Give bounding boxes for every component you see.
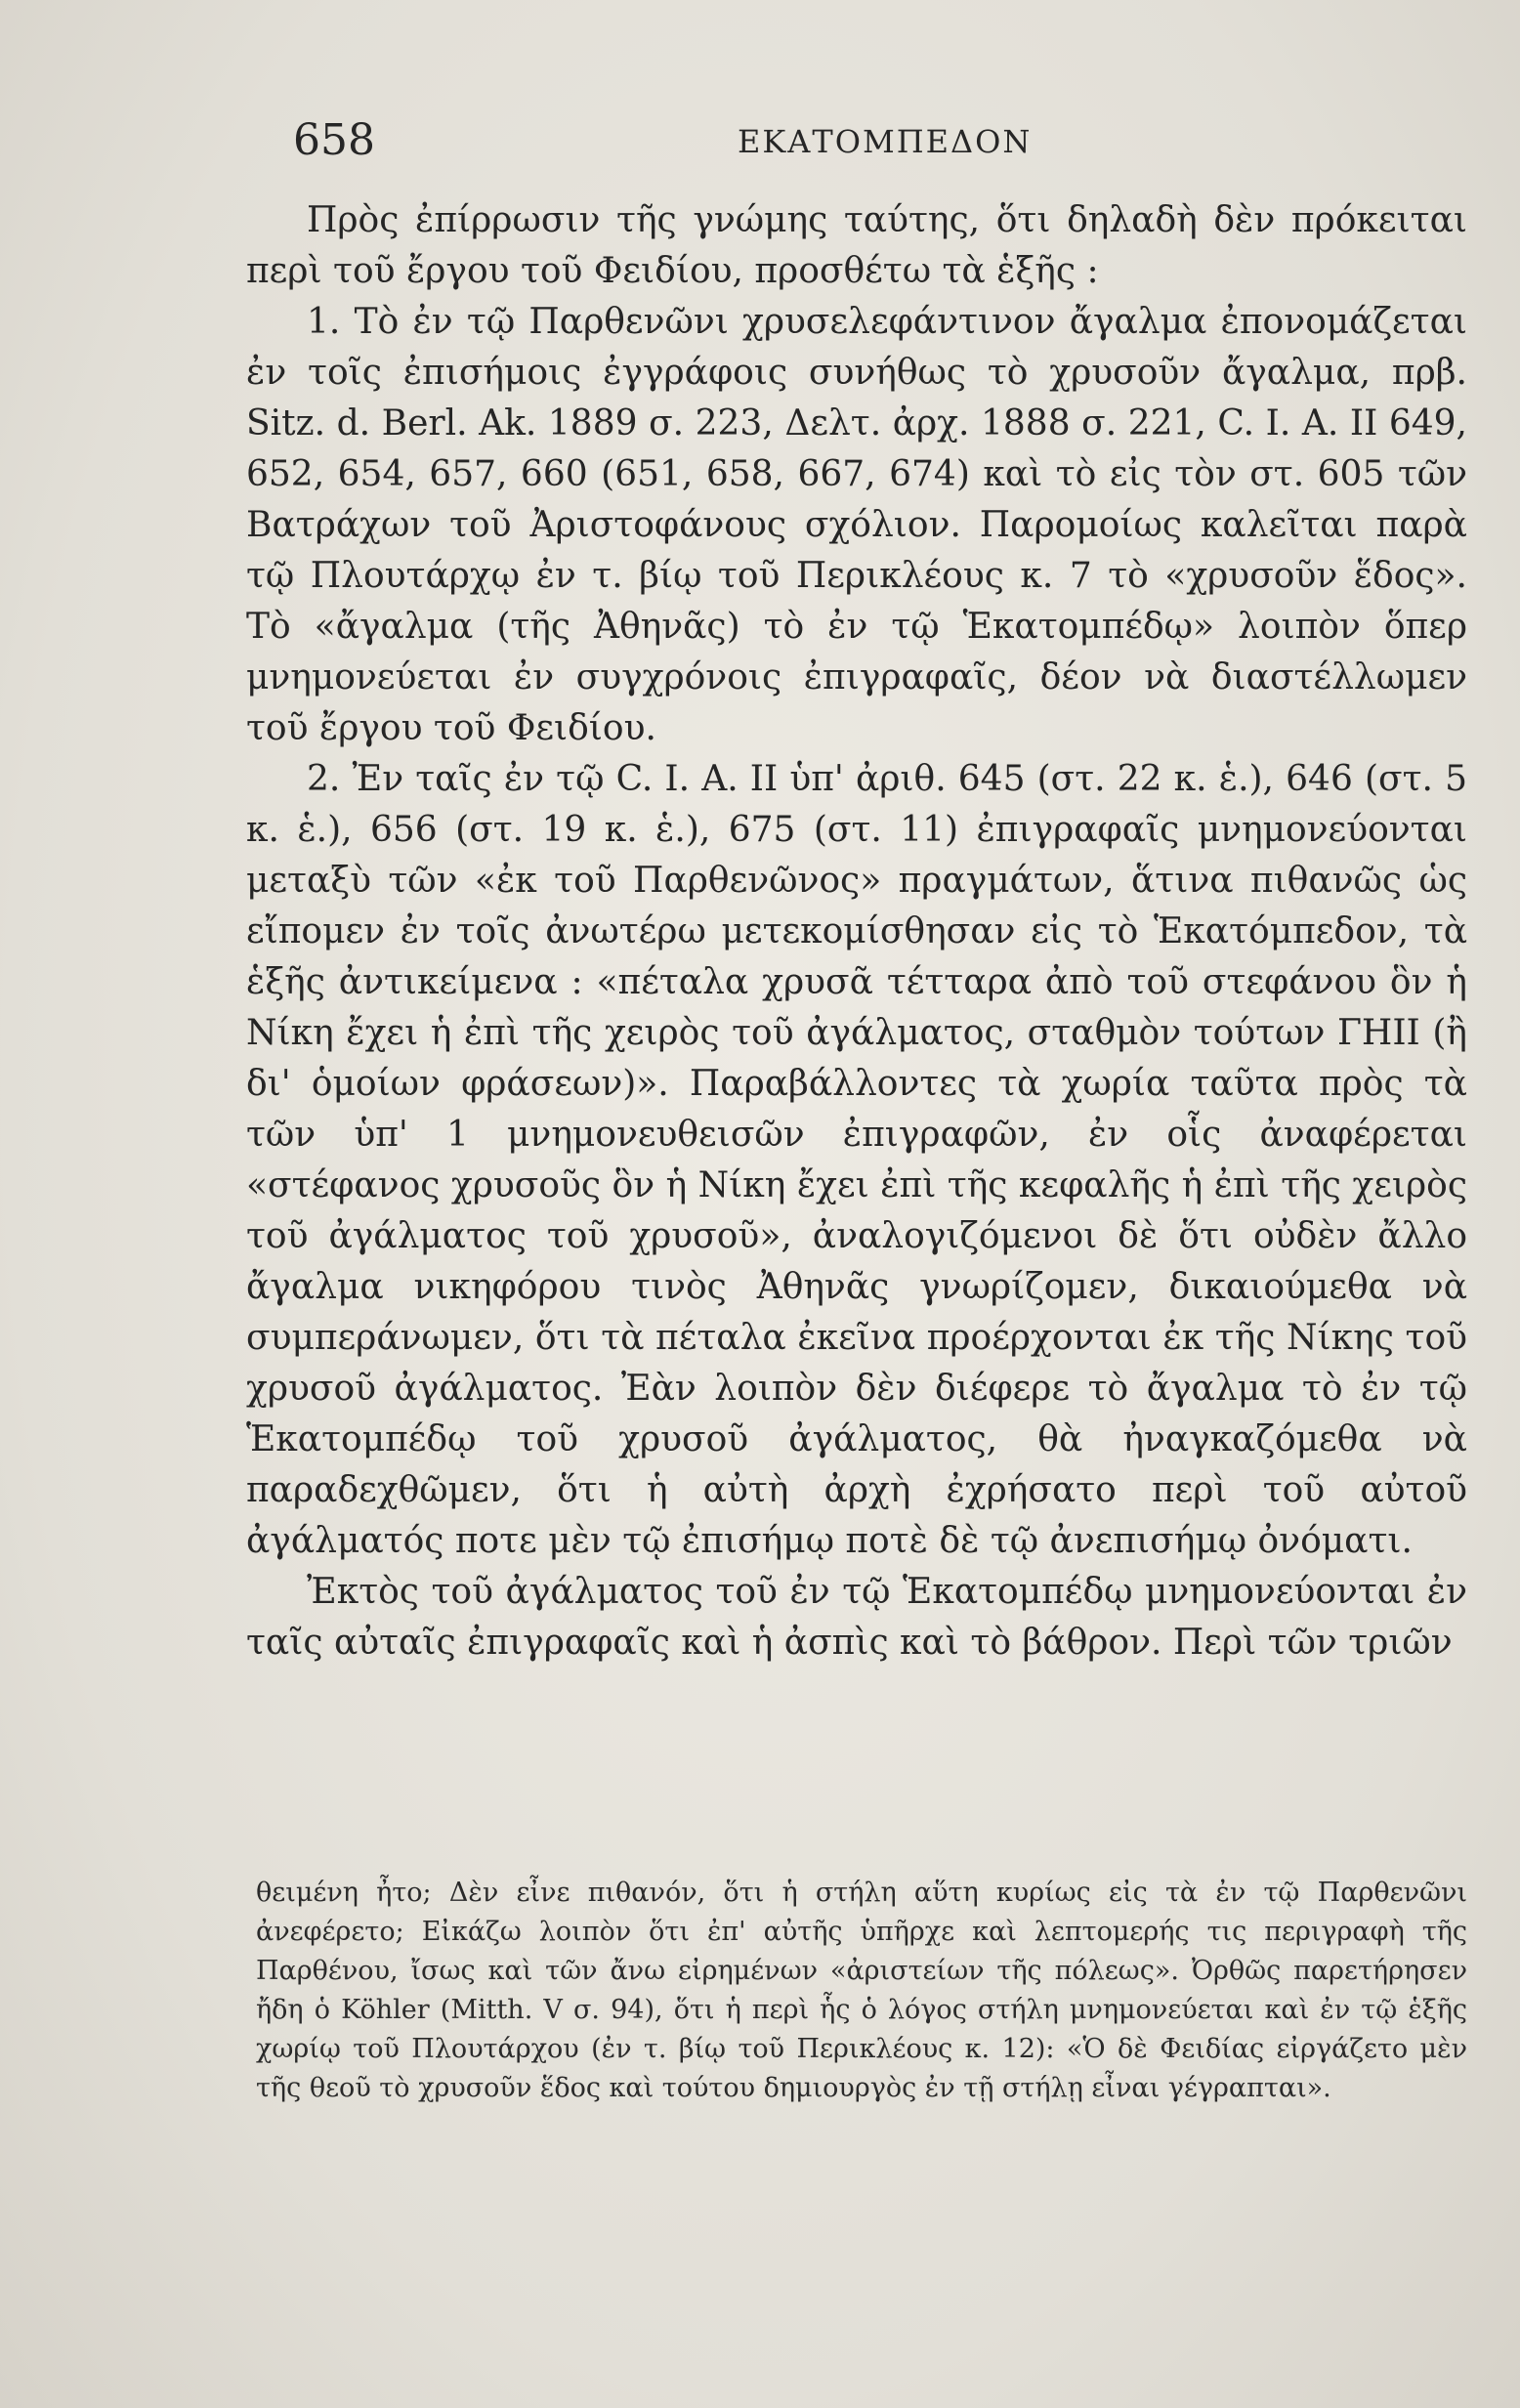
footnote-text: θειμένη ἦτο; Δὲν εἶνε πιθανόν, ὅτι ἡ στήλη αὕτη κυρίως εἰς τὰ ἐν τῷ Παρθενῶνι ἀνεφέρετο; Εἰκάζω λοιπὸν ὅτι ἐπ' αὐτῆς ὑπῆρχε καὶ λεπτομερής τις περιγραφὴ τῆς Παρθένου, ἴσως καὶ τῶν ἄνω εἰρημένων «ἀριστείων τῆς πόλεως». Ὀρθῶς παρετήρησεν ἤδη ὁ Köhler (Mitth. V σ. 94), ὅτι ἡ περὶ ἧς ὁ λόγος στήλη μνημονεύεται καὶ ἐν τῷ ἑξῆς χωρίῳ τοῦ Πλουτάρχου (ἐν τ. βίῳ τοῦ Περικλέους κ. 12): «Ὁ δὲ Φειδίας εἰργάζετο μὲν τῆς θεοῦ τὸ χρυσοῦν ἕδος καὶ τούτου δημιουργὸς ἐν τῇ στήλῃ εἶναι γέγραπται». [256,1878,1467,2103]
footnote [256,1874,1467,2108]
page-header [293,115,1403,184]
paragraph-final: Ἐκτὸς τοῦ ἀγάλματος τοῦ ἐν τῷ Ἑκατομπέδῳ μνημονεύονται ἐν ταῖς αὐταῖς ἐπιγραφαῖς καὶ ἡ ἀσπὶς καὶ τὸ βάθρον. Περὶ τῶν τριῶν [246,1572,1467,1663]
page-number: 658 [293,115,375,165]
body-text [246,195,1467,1669]
paragraph-intro: Πρὸς ἐπίρρωσιν τῆς γνώμης ταύτης, ὅτι δηλαδὴ δὲν πρόκειται περὶ τοῦ ἔργου τοῦ Φειδίου, προσθέτω τὰ ἑξῆς : [246,200,1467,291]
paragraph-point-1: 1. Τὸ ἐν τῷ Παρθενῶνι χρυσελεφάντινον ἄγαλμα ἐπονομάζεται ἐν τοῖς ἐπισήμοις ἐγγράφοις συνήθως τὸ χρυσοῦν ἄγαλμα, πρβ. Sitz. d. Berl. Ak. 1889 σ. 223, Δελτ. ἀρχ. 1888 σ. 221, C. I. A. II 649, 652, 654, 657, 660 (651, 658, 667, 674) καὶ τὸ εἰς τὸν στ. 605 τῶν Βατράχων τοῦ Ἀριστοφάνους σχόλιον. Παρομοίως καλεῖται παρὰ τῷ Πλουτάρχῳ ἐν τ. βίῳ τοῦ Περικλέους κ. 7 τὸ «χρυσοῦν ἕδος». Τὸ «ἄγαλμα (τῆς Ἀθηνᾶς) τὸ ἐν τῷ Ἑκατομπέδῳ» λοιπὸν ὅπερ μνημονεύεται ἐν συγχρόνοις ἐπιγραφαῖς, δέον νὰ διαστέλλωμεν τοῦ ἔργου τοῦ Φειδίου. [246,302,1467,748]
paragraph-point-2: 2. Ἐν ταῖς ἐν τῷ C. I. A. II ὑπ' ἀριθ. 645 (στ. 22 κ. ἑ.), 646 (στ. 5 κ. ἑ.), 656 (στ. 19 κ. ἑ.), 675 (στ. 11) ἐπιγραφαῖς μνημονεύονται μεταξὺ τῶν «ἐκ τοῦ Παρθενῶνος» πραγμάτων, ἅτινα πιθανῶς ὡς εἴπομεν ἐν τοῖς ἀνωτέρω μετεκομίσθησαν εἰς τὸ Ἑκατόμπεδον, τὰ ἑξῆς ἀντικείμενα : «πέταλα χρυσᾶ τέτταρα ἀπὸ τοῦ στεφάνου ὃν ἡ Νίκη ἔχει ἡ ἐπὶ τῆς χειρὸς τοῦ ἀγάλματος, σταθμὸν τούτων ΓΗΙΙ (ἢ δι' ὁμοίων φράσεων)». Παραβάλλοντες τὰ χωρία ταῦτα πρὸς τὰ τῶν ὑπ' 1 μνημονευθεισῶν ἐπιγραφῶν, ἐν οἷς ἀναφέρεται «στέφανος χρυσοῦς ὃν ἡ Νίκη ἔχει ἐπὶ τῆς κεφαλῆς ἡ ἐπὶ τῆς χειρὸς τοῦ ἀγάλματος τοῦ χρυσοῦ», ἀναλογιζόμενοι δὲ ὅτι οὐδὲν ἄλλο ἄγαλμα νικηφόρου τινὸς Ἀθηνᾶς γνωρίζομεν, δικαιούμεθα νὰ συμπεράνωμεν, ὅτι τὰ πέταλα ἐκεῖνα προέρχονται ἐκ τῆς Νίκης τοῦ χρυσοῦ ἀγάλματος. Ἐὰν λοιπὸν δὲν διέφερε τὸ ἄγαλμα τὸ ἐν τῷ Ἑκατομπέδῳ τοῦ χρυσοῦ ἀγάλματος, θὰ ἠναγκαζόμεθα νὰ παραδεχθῶμεν, ὅτι ἡ αὐτὴ ἀρχὴ ἐχρήσατο περὶ τοῦ αὐτοῦ ἀγάλματός ποτε μὲν τῷ ἐπισήμῳ ποτὲ δὲ τῷ ἀνεπισήμῳ ὀνόματι. [246,759,1467,1561]
running-head: ΕΚΑΤΟΜΠΕΔΟΝ [738,123,1033,160]
